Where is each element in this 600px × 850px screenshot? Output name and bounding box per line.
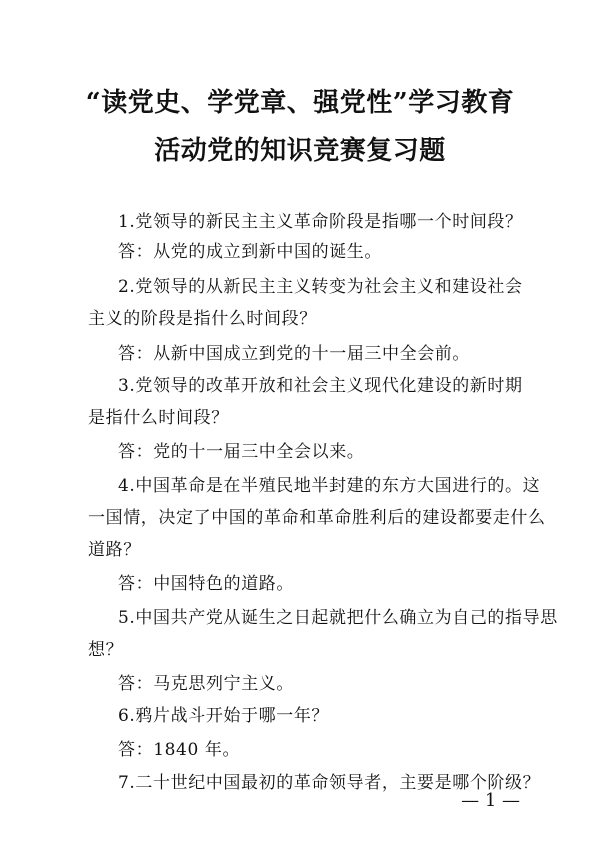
question-3-line-1: 3.党领导的改革开放和社会主义现代化建设的新时期 [118, 376, 523, 396]
page-number: — 1 — [461, 790, 520, 811]
question-5-line-1: 5.中国共产党从诞生之日起就把什么确立为自己的指导思 [118, 608, 558, 628]
answer-1: 答：从党的成立到新中国的诞生。 [118, 242, 382, 262]
question-6: 6.鸦片战斗开始于哪一年？ [118, 706, 330, 726]
question-1: 1.党领导的新民主主义革命阶段是指哪一个时间段？ [118, 212, 523, 232]
question-4-line-1: 4.中国革命是在半殖民地半封建的东方大国进行的。这 [118, 476, 541, 496]
answer-3: 答：党的十一届三中全会以来。 [118, 442, 365, 462]
question-5-line-2: 想？ [88, 640, 124, 660]
question-7: 7.二十世纪中国最初的革命领导者，主要是哪个阶级？ [118, 773, 541, 793]
answer-5: 答：马克思列宁主义。 [118, 674, 294, 694]
question-4-line-3: 道路？ [88, 540, 141, 560]
question-2-line-1: 2.党领导的从新民主主义转变为社会主义和建设社会 [118, 277, 523, 297]
question-4-line-2: 一国情，决定了中国的革命和革命胜利后的建设都要走什么 [88, 508, 546, 528]
document-title-line-2: 活动党的知识竞赛复习题 [154, 136, 446, 166]
answer-2: 答：从新中国成立到党的十一届三中全会前。 [118, 344, 470, 364]
document-title-line-1: “读党史、学党章、强党性”学习教育 [85, 88, 515, 118]
question-2-line-2: 主义的阶段是指什么时间段？ [88, 309, 317, 329]
answer-4: 答：中国特色的道路。 [118, 574, 294, 594]
question-3-line-2: 是指什么时间段？ [88, 408, 229, 428]
answer-6: 答：1840 年。 [118, 740, 241, 760]
